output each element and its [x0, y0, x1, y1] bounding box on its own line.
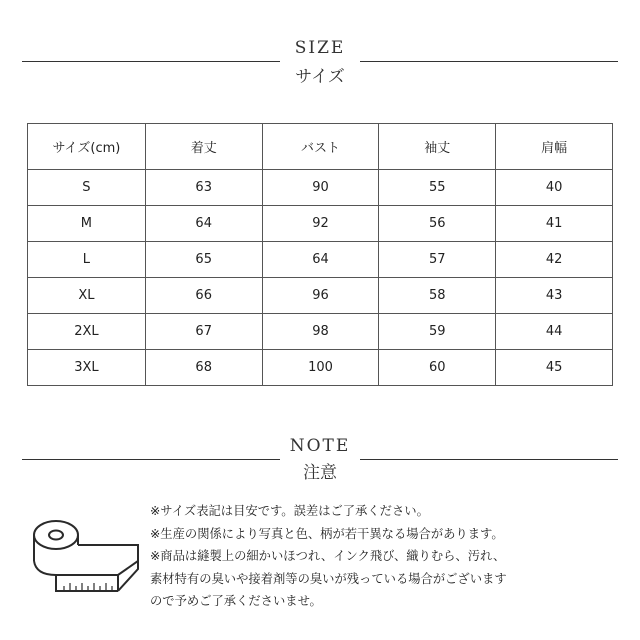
cell-bust: 100 [262, 350, 379, 386]
cell-shoulder: 44 [496, 314, 613, 350]
cell-length: 64 [145, 206, 262, 242]
notes-block [150, 500, 620, 613]
cell-sleeve: 59 [379, 314, 496, 350]
cell-length: 67 [145, 314, 262, 350]
note-line: ※サイズ表記は目安です。誤差はご了承ください。 [150, 504, 429, 518]
cell-sleeve: 57 [379, 242, 496, 278]
measuring-tape-icon [22, 505, 140, 595]
cell-size: XL [28, 278, 146, 314]
note-line: ので予めご了承くださいませ。 [150, 594, 322, 608]
note-line: ※商品は縫製上の細かいほつれ、インク飛び、織りむら、汚れ、 [150, 549, 506, 563]
cell-bust: 90 [262, 170, 379, 206]
size-heading-en: SIZE [294, 38, 346, 58]
cell-size: S [28, 170, 146, 206]
size-heading-jp: サイズ [295, 67, 345, 87]
header-size: サイズ(cm) [28, 124, 146, 170]
note-line: 素材特有の臭いや接着剤等の臭いが残っている場合がございます [150, 571, 507, 586]
cell-shoulder: 42 [496, 242, 613, 278]
header-sleeve: 袖丈 [379, 124, 496, 170]
cell-size: L [28, 242, 146, 278]
header-length: 着丈 [145, 124, 262, 170]
table-row [28, 314, 613, 350]
cell-size: 2XL [28, 314, 146, 350]
header-shoulder: 肩幅 [496, 124, 613, 170]
cell-shoulder: 45 [496, 350, 613, 386]
cell-length: 63 [145, 170, 262, 206]
table-row [28, 350, 613, 386]
cell-bust: 92 [262, 206, 379, 242]
table-row [28, 170, 613, 206]
header-bust: バスト [262, 124, 379, 170]
table-row [28, 242, 613, 278]
cell-shoulder: 41 [496, 206, 613, 242]
cell-shoulder: 40 [496, 170, 613, 206]
cell-bust: 96 [262, 278, 379, 314]
cell-length: 66 [145, 278, 262, 314]
cell-length: 65 [145, 242, 262, 278]
cell-bust: 64 [262, 242, 379, 278]
cell-sleeve: 60 [379, 350, 496, 386]
cell-sleeve: 58 [379, 278, 496, 314]
size-table [27, 123, 613, 386]
note-heading-en: NOTE [289, 436, 351, 456]
cell-size: 3XL [28, 350, 146, 386]
cell-length: 68 [145, 350, 262, 386]
note-heading-jp: 注意 [303, 463, 337, 483]
cell-size: M [28, 206, 146, 242]
size-table-header-row [28, 124, 613, 170]
table-row [28, 278, 613, 314]
note-line: ※生産の関係により写真と色、柄が若干異なる場合があります。 [150, 526, 504, 541]
cell-bust: 98 [262, 314, 379, 350]
cell-sleeve: 55 [379, 170, 496, 206]
cell-sleeve: 56 [379, 206, 496, 242]
cell-shoulder: 43 [496, 278, 613, 314]
table-row [28, 206, 613, 242]
